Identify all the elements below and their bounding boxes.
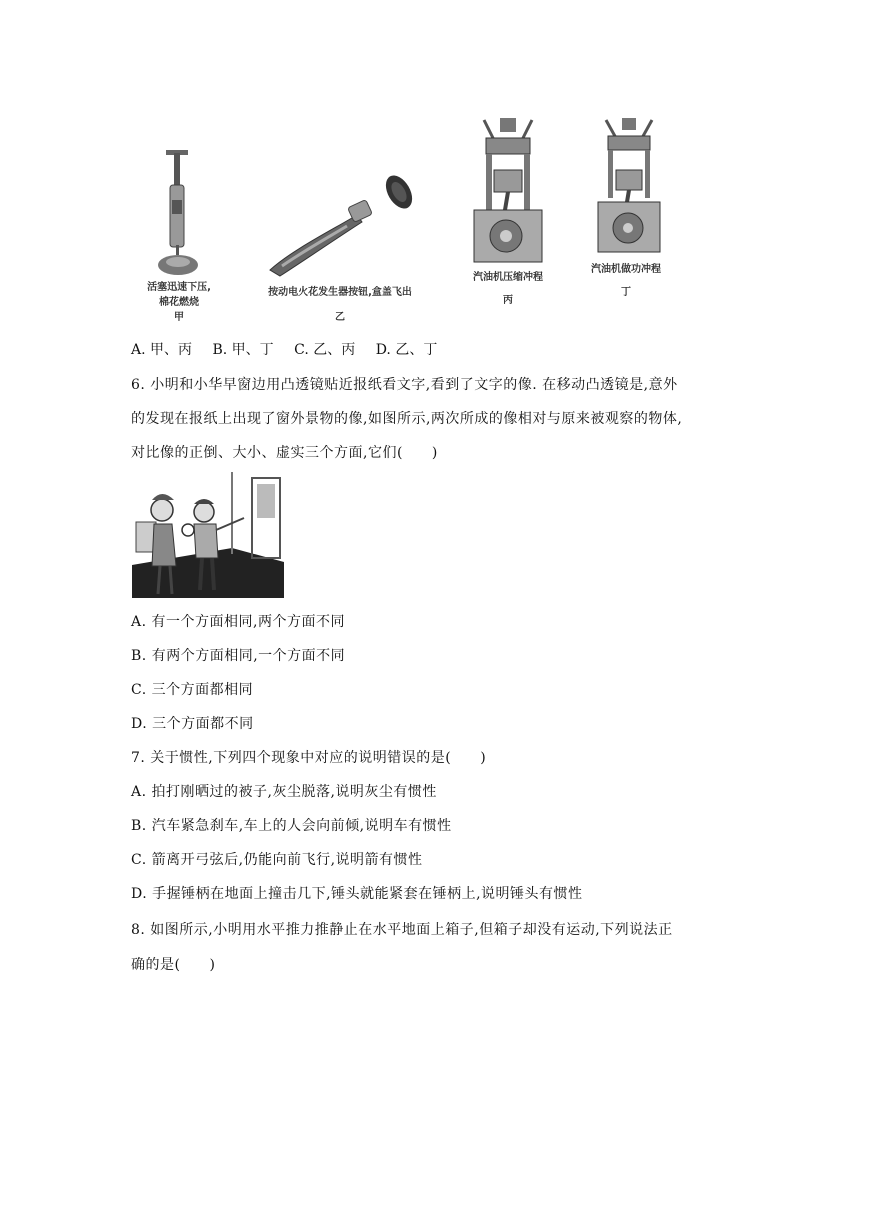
q5-option-d[interactable]: D. 乙、丁: [375, 342, 438, 358]
figure-ding-power-stroke: [588, 118, 670, 258]
caption-line: 按动电火花发生器按钮,盒盖飞出: [268, 287, 412, 298]
q7-option-c[interactable]: C. 箭离开弓弦后,仍能向前飞行,说明箭有惯性: [131, 852, 423, 868]
figure-ding-caption: [570, 262, 682, 300]
figure-label: 丙: [503, 295, 513, 306]
q6-stem-line: 的发现在报纸上出现了窗外景物的像,如图所示,两次所成的像相对与原来被观察的物体,: [131, 411, 683, 427]
caption-line: 汽油机做功冲程: [591, 264, 661, 275]
caption-line: 棉花燃烧: [159, 297, 199, 308]
q7-option-d[interactable]: D. 手握锤柄在地面上撞击几下,锤头就能紧套在锤柄上,说明锤头有惯性: [131, 886, 583, 902]
q7-stem: 7. 关于惯性,下列四个现象中对应的说明错误的是( ): [131, 750, 487, 766]
q5-option-c[interactable]: C. 乙、丙: [294, 342, 356, 358]
figure-label: 甲: [174, 312, 184, 323]
q5-options: [131, 340, 453, 360]
figure-label: 乙: [335, 312, 345, 323]
figure-bing-caption: [450, 270, 566, 308]
figure-bing-compression-stroke: [462, 118, 554, 268]
q5-option-a[interactable]: A. 甲、丙: [131, 342, 193, 358]
figure-label: 丁: [621, 287, 631, 298]
q6-option-d[interactable]: D. 三个方面都不同: [131, 716, 254, 732]
caption-line: 活塞迅速下压,: [147, 282, 211, 293]
q7-option-a[interactable]: A. 拍打刚晒过的被子,灰尘脱落,说明灰尘有惯性: [131, 784, 437, 800]
q6-option-c[interactable]: C. 三个方面都相同: [131, 682, 254, 698]
q6-stem-line: 对比像的正倒、大小、虚实三个方面,它们( ): [131, 445, 438, 461]
q7-option-b[interactable]: B. 汽车紧急刹车,车上的人会向前倾,说明车有惯性: [131, 818, 452, 834]
q8-stem-line: 确的是( ): [131, 957, 216, 973]
q6-option-a[interactable]: A. 有一个方面相同,两个方面不同: [131, 614, 345, 630]
figure-jia-caption: [132, 280, 226, 325]
q5-option-b[interactable]: B. 甲、丁: [212, 342, 274, 358]
figure-q6-lens-window-illustration: [132, 470, 284, 600]
caption-line: 汽油机压缩冲程: [473, 272, 543, 283]
q6-option-b[interactable]: B. 有两个方面相同,一个方面不同: [131, 648, 346, 664]
q8-stem-line: 8. 如图所示,小明用水平推力推静止在水平地面上箱子,但箱子却没有运动,下列说法正: [131, 922, 673, 938]
q6-stem-line: 6. 小明和小华早窗边用凸透镜贴近报纸看文字,看到了文字的像. 在移动凸透镜是,意外: [131, 377, 678, 393]
figure-yi-spark-generator: [262, 170, 422, 280]
figure-yi-caption: [240, 285, 440, 325]
figure-jia-fire-syringe: [150, 145, 210, 280]
